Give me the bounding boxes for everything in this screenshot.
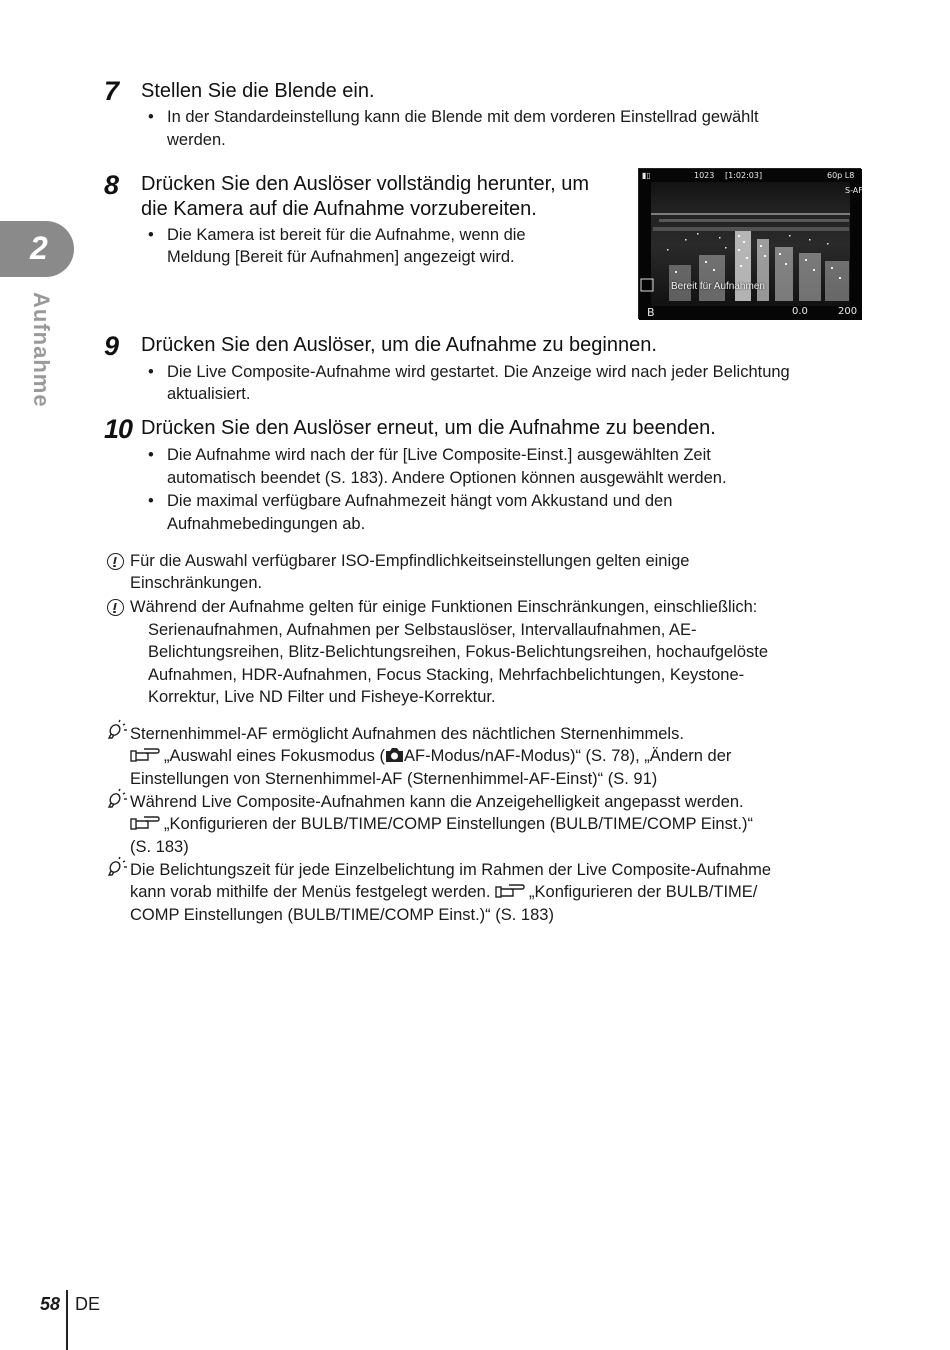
tip-text: AF-Modus/nAF-Modus)“ (S. 78), „Ändern der xyxy=(404,747,732,765)
caution-text: Einschränkungen. xyxy=(130,574,263,592)
caution-text: Korrektur, Live ND Filter und Fisheye-Korrektur. xyxy=(148,688,496,706)
osd-shot-count: 1023 xyxy=(694,171,715,180)
bullet-text: werden. xyxy=(167,131,226,149)
caution-icon xyxy=(107,553,124,570)
tip-reference xyxy=(130,745,731,768)
bullet-dot: • xyxy=(148,108,154,126)
reference-pointer-icon xyxy=(130,746,160,763)
step-number: 10 xyxy=(104,414,133,444)
bullet-text: Die Aufnahme wird nach der für [Live Composite-Einst.] ausgewählten Zeit xyxy=(167,446,711,464)
osd-flag-icon: ▮▯ xyxy=(642,171,651,180)
osd-shooting-mode: B xyxy=(647,306,655,319)
tip-text: „Auswahl eines Fokusmodus ( xyxy=(164,747,386,765)
step-title: Drücken Sie den Auslöser vollständig herunter, um xyxy=(141,173,590,195)
tip-text: „Konfigurieren der BULB/TIME/ xyxy=(529,883,758,901)
tip-lightbulb-icon xyxy=(104,720,128,742)
step-number: 7 xyxy=(104,76,119,106)
tip-lightbulb-icon xyxy=(104,857,128,879)
tip-text: kann vorab mithilfe der Menüs festgelegt werden. xyxy=(130,883,491,901)
caution-text: Für die Auswahl verfügbarer ISO-Empfindlichkeitseinstellungen gelten einige xyxy=(130,552,690,570)
language-code: DE xyxy=(75,1294,101,1314)
osd-iso: 200 xyxy=(838,306,858,317)
osd-record-time: [1:02:03] xyxy=(725,171,763,180)
page-number: 58 xyxy=(40,1294,61,1314)
tip-text: Während Live Composite-Aufnahmen kann die Anzeigehelligkeit angepasst werden. xyxy=(130,793,744,811)
step-title: Drücken Sie den Auslöser erneut, um die Aufnahme zu beenden. xyxy=(141,417,716,439)
caution-icon xyxy=(107,599,124,616)
tip-reference xyxy=(130,881,757,904)
camera-icon xyxy=(385,746,404,763)
ready-message: Bereit für Aufnahmen xyxy=(671,281,765,292)
bullet-text: aktualisiert. xyxy=(167,385,251,403)
bullet-text: Aufnahmebedingungen ab. xyxy=(167,515,366,533)
caution-text: Belichtungsreihen, Blitz-Belichtungsreihen, Fokus-Belichtungsreihen, hochaufgelöste xyxy=(148,643,769,661)
bullet-dot: • xyxy=(148,446,154,464)
bullet-text: Meldung [Bereit für Aufnahmen] angezeigt wird. xyxy=(167,248,515,266)
osd-exposure-comp: 0.0 xyxy=(792,306,808,317)
footer-divider xyxy=(66,1290,68,1350)
bullet-text: Die Live Composite-Aufnahme wird gestartet. Die Anzeige wird nach jeder Belichtung xyxy=(167,363,790,381)
bullet-dot: • xyxy=(148,226,154,244)
bullet-text: Die maximal verfügbare Aufnahmezeit hängt vom Akkustand und den xyxy=(167,492,673,510)
chapter-number: 2 xyxy=(30,230,48,266)
tip-text: Die Belichtungszeit für jede Einzelbelichtung im Rahmen der Live Composite-Aufnahme xyxy=(130,861,772,879)
bullet-dot: • xyxy=(148,492,154,510)
bullet-text: In der Standardeinstellung kann die Blende mit dem vorderen Einstellrad gewählt xyxy=(167,108,759,126)
tip-text: Sternenhimmel-AF ermöglicht Aufnahmen des nächtlichen Sternenhimmels. xyxy=(130,725,684,743)
reference-pointer-icon xyxy=(130,814,160,831)
bullet-text: automatisch beendet (S. 183). Andere Optionen können ausgewählt werden. xyxy=(167,469,727,487)
tip-reference xyxy=(130,813,753,836)
step-title: Drücken Sie den Auslöser, um die Aufnahme zu beginnen. xyxy=(141,334,657,356)
night-city-image xyxy=(639,169,862,320)
step-number: 9 xyxy=(104,331,119,361)
reference-pointer-icon xyxy=(495,882,525,899)
tip-text: (S. 183) xyxy=(130,838,189,856)
bullet-text: Die Kamera ist bereit für die Aufnahme, wenn die xyxy=(167,226,526,244)
tip-text: „Konfigurieren der BULB/TIME/COMP Einstellungen (BULB/TIME/COMP Einst.)“ xyxy=(164,815,754,833)
step-title: die Kamera auf die Aufnahme vorzubereiten. xyxy=(141,198,537,220)
caution-text: Serienaufnahmen, Aufnahmen per Selbstauslöser, Intervallaufnahmen, AE- xyxy=(148,621,697,639)
chapter-label: Aufnahme xyxy=(29,292,54,408)
tip-text: Einstellungen von Sternenhimmel-AF (Sternenhimmel-AF-Einst)“ (S. 91) xyxy=(130,770,658,788)
step-number: 8 xyxy=(104,170,119,200)
chapter-tab xyxy=(0,221,74,277)
step-title: Stellen Sie die Blende ein. xyxy=(141,80,375,102)
caution-text: Während der Aufnahme gelten für einige Funktionen Einschränkungen, einschließlich: xyxy=(130,598,758,616)
caution-text: Aufnahmen, HDR-Aufnahmen, Focus Stacking, Mehrfachbelichtungen, Keystone- xyxy=(148,666,745,684)
tip-lightbulb-icon xyxy=(104,789,128,811)
bullet-dot: • xyxy=(148,363,154,381)
camera-screen xyxy=(638,168,861,319)
osd-af-mode: S-AF xyxy=(845,186,863,195)
tip-text: COMP Einstellungen (BULB/TIME/COMP Einst.)“ (S. 183) xyxy=(130,906,554,924)
osd-video-format: 60p L8 xyxy=(827,171,855,180)
